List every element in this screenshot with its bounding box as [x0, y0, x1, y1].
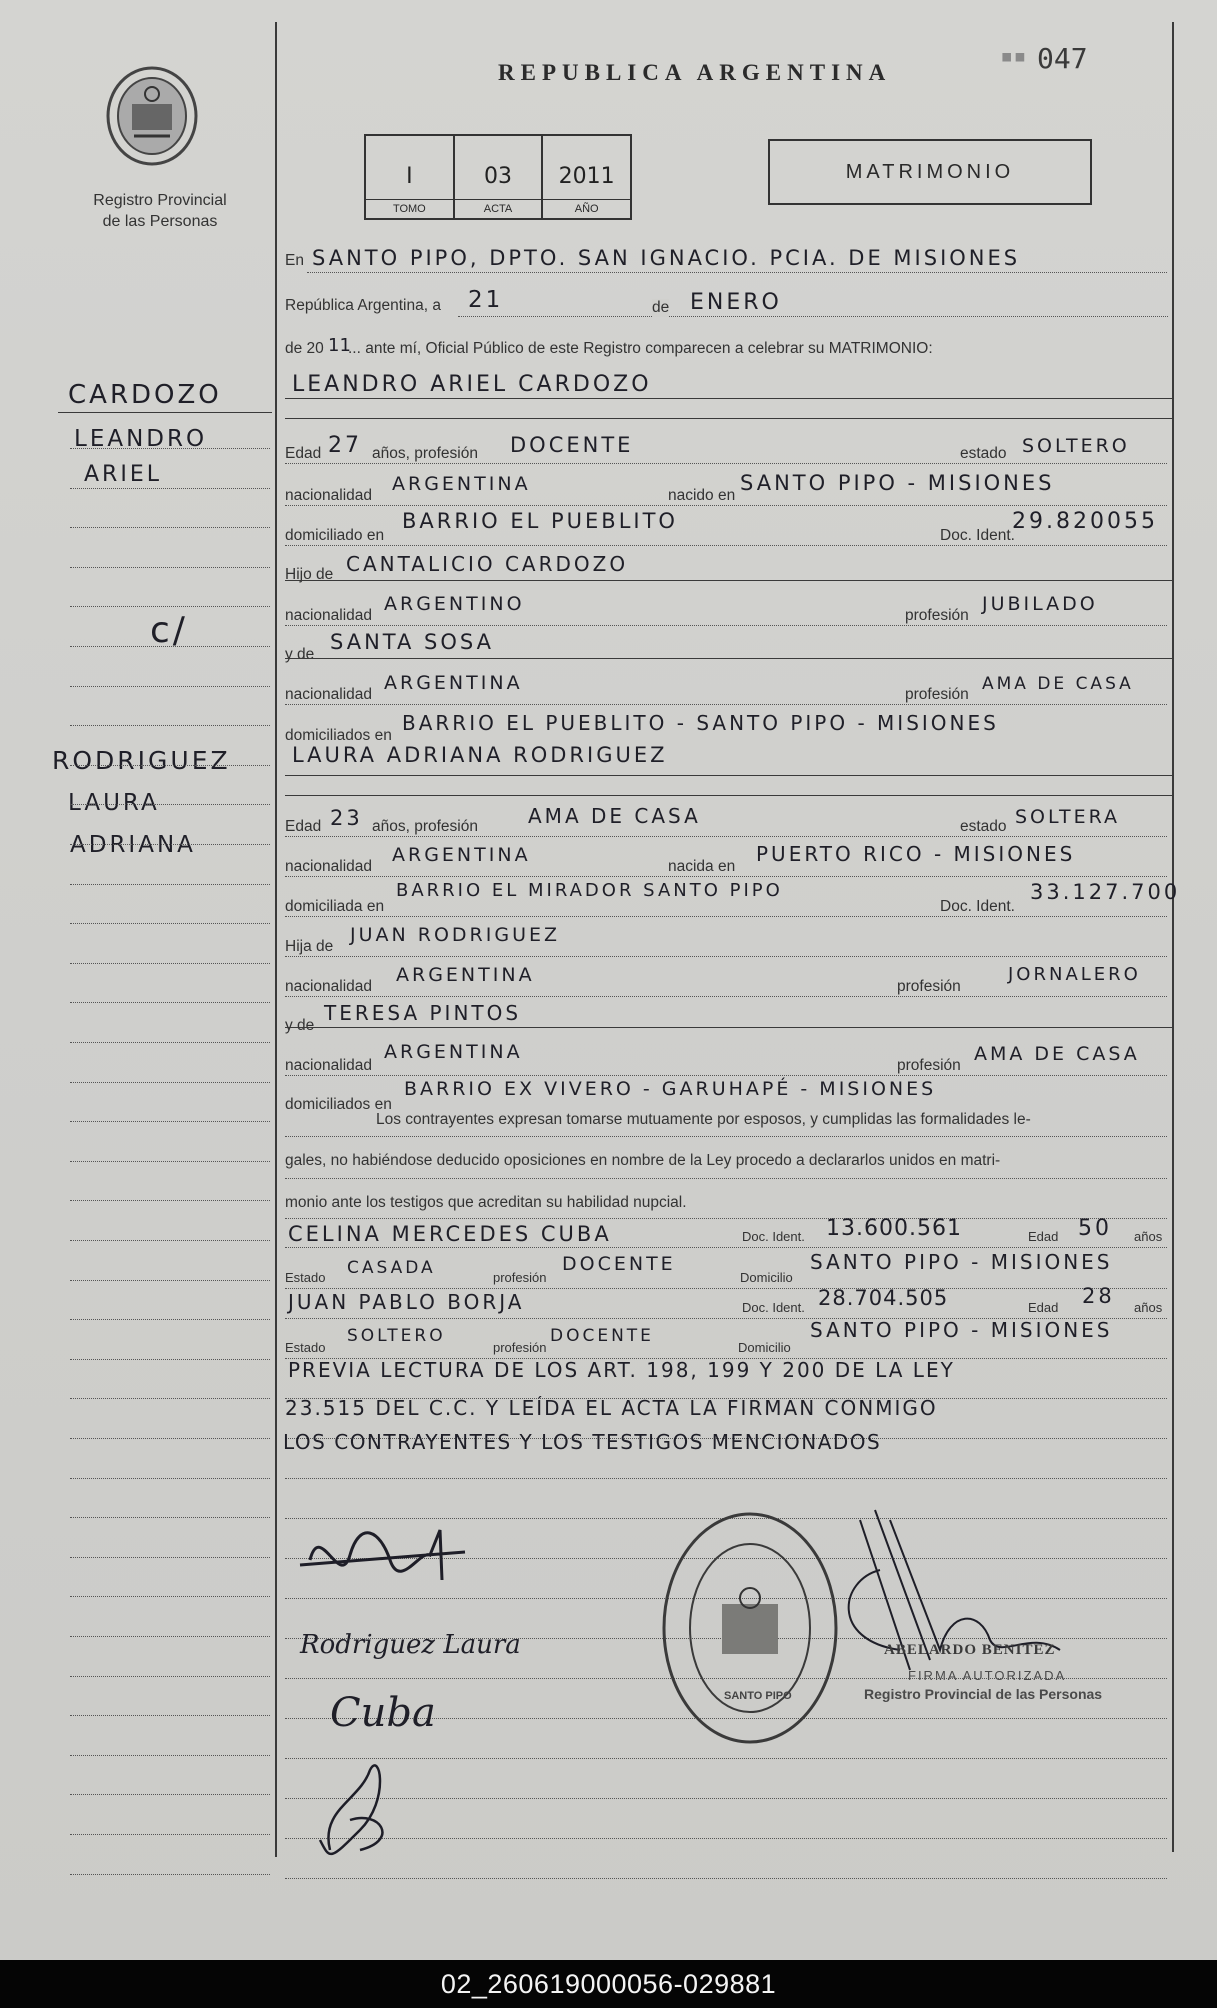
bride-age: 23: [330, 806, 363, 830]
margin-dotline: [70, 1874, 270, 1875]
dotline: [285, 1247, 1167, 1248]
bride-mother-prof: AMA DE CASA: [974, 1043, 1140, 1065]
formalities-text-3: monio ante los testigos que acreditan su habilidad nupcial.: [285, 1194, 687, 1211]
name-rule: [285, 398, 1173, 399]
day-value: 21: [468, 287, 504, 313]
groom-estado: SOLTERO: [1022, 435, 1130, 457]
note-line-1: PREVIA LECTURA DE LOS ART. 198, 199 Y 200 DE LA LEY: [288, 1358, 955, 1382]
name-rule: [285, 795, 1173, 796]
country-title: REPUBLICA ARGENTINA: [498, 60, 892, 85]
margin-divider: [275, 22, 277, 1857]
anos-label: años: [1134, 1229, 1163, 1244]
margin-dotline: [70, 1398, 270, 1399]
margin-dotline: [70, 1161, 270, 1162]
dotline: [285, 916, 1167, 917]
margin-dotline: [70, 804, 270, 805]
doc-label: Doc. Ident.: [940, 898, 1015, 915]
edad-label: Edad: [1028, 1229, 1059, 1244]
officer-org: Registro Provincial de las Personas: [864, 1686, 1103, 1702]
witness1-estado: CASADA: [347, 1258, 436, 1278]
officer-name: ABELARDO BENITEZ: [884, 1642, 1056, 1658]
doc-label: Doc. Ident.: [742, 1300, 805, 1315]
dotline: [285, 704, 1167, 705]
signature-groom: [290, 1500, 480, 1610]
estado-label: estado: [960, 818, 1007, 835]
anos-profesion-label: años, profesión: [372, 818, 478, 835]
witness1-prof: DOCENTE: [562, 1253, 676, 1275]
groom-parents-address: BARRIO EL PUEBLITO - SANTO PIPO - MISIONES: [402, 711, 999, 735]
nacionalidad-label: nacionalidad: [285, 487, 373, 504]
name-rule: [285, 1027, 1173, 1028]
groom-address: BARRIO EL PUEBLITO: [402, 509, 678, 533]
bride-birthplace: PUERTO RICO - MISIONES: [756, 842, 1076, 866]
bride-father: JUAN RODRIGUEZ: [350, 924, 561, 946]
month-value: ENERO: [690, 290, 782, 315]
estado-label: Estado: [285, 1340, 326, 1355]
seal-place: SANTO PIPO: [724, 1690, 792, 1702]
bride-address: BARRIO EL MIRADOR SANTO PIPO: [396, 880, 783, 901]
nacionalidad-label: nacionalidad: [285, 1057, 373, 1074]
tomo-cell: I TOMO: [366, 136, 455, 218]
serial-prefix-faint: ▪▪: [1000, 44, 1027, 69]
groom-mother-prof: AMA DE CASA: [982, 674, 1134, 694]
dotline: [285, 1218, 1167, 1219]
edad-label: Edad: [285, 818, 322, 835]
groom-doc: 29.820055: [1012, 509, 1158, 534]
groom-mother-nac: ARGENTINA: [384, 672, 523, 694]
margin-surname-groom: CARDOZO: [68, 380, 222, 410]
nacionalidad-label: nacionalidad: [285, 978, 373, 995]
witness1-doc: 13.600.561: [826, 1216, 962, 1241]
margin-dotline: [70, 1240, 270, 1241]
margin-dotline: [70, 1121, 270, 1122]
witness2-doc: 28.704.505: [818, 1286, 949, 1310]
dotline: [307, 272, 1167, 273]
groom-birthplace: SANTO PIPO - MISIONES: [740, 471, 1055, 495]
year-suffix: 11: [328, 335, 351, 356]
name-rule: [285, 658, 1173, 659]
intro-text: ... ante mí, Oficial Público de este Registro comparecen a celebrar su MATRIMONIO:: [348, 340, 933, 357]
misiones-coat-of-arms-seal: [104, 66, 200, 166]
prof-label: profesión: [493, 1270, 547, 1285]
profesion-label: profesión: [897, 1057, 961, 1074]
en-label: En: [285, 252, 304, 269]
margin-name-bride-1: LAURA: [68, 790, 160, 816]
bride-father-nac: ARGENTINA: [396, 964, 535, 986]
anos-profesion-label: años, profesión: [372, 445, 478, 462]
margin-dotline: [70, 1755, 270, 1756]
witness2-prof: DOCENTE: [550, 1326, 654, 1346]
margin-dotline: [70, 1596, 270, 1597]
margin-dotline: [70, 1042, 270, 1043]
margin-dotline: [70, 765, 270, 766]
note-line-2: 23.515 DEL C.C. Y LEÍDA EL ACTA LA FIRMAN CONMIGO: [285, 1396, 938, 1420]
dotline: [285, 1075, 1167, 1076]
hija-label: Hija de: [285, 938, 334, 955]
domiciliado-label: domiciliado en: [285, 527, 385, 544]
estado-label: Estado: [285, 1270, 326, 1285]
margin-dotline: [70, 1200, 270, 1201]
serial-number: 047: [1037, 42, 1088, 75]
margin-dotline: [70, 488, 270, 489]
bride-mother: TERESA PINTOS: [324, 1001, 522, 1025]
margin-dotline: [70, 1359, 270, 1360]
nacionalidad-label: nacionalidad: [285, 607, 373, 624]
profesion-label: profesión: [905, 607, 969, 624]
anos-label: años: [1134, 1300, 1163, 1315]
margin-dotline: [70, 646, 270, 647]
witness2-age: 28: [1082, 1284, 1115, 1308]
republic-label: República Argentina, a: [285, 297, 441, 314]
domicilio-label: Domicilio: [738, 1340, 791, 1355]
margin-dotline: [70, 1834, 270, 1835]
dotline: [285, 545, 1167, 546]
groom-father-nac: ARGENTINO: [384, 593, 525, 615]
margin-name-bride-2: ADRIANA: [70, 832, 196, 858]
right-border: [1172, 22, 1174, 1852]
formalities-text-2: gales, no habiéndose deducido oposiciones en nombre de la Ley procedo a declararlos unidos en matri-: [285, 1152, 1001, 1169]
doc-label: Doc. Ident.: [742, 1229, 805, 1244]
margin-dotline: [70, 1082, 270, 1083]
dotline: [285, 876, 1167, 877]
signature-bride: Rodriguez Laura: [300, 1630, 521, 1660]
year-prefix: de 20: [285, 340, 324, 357]
name-rule: [285, 580, 1173, 581]
record-type-box: MATRIMONIO: [768, 139, 1092, 205]
margin-dotline: [70, 1557, 270, 1558]
groom-father: CANTALICIO CARDOZO: [346, 552, 629, 576]
witness2-estado: SOLTERO: [347, 1326, 446, 1346]
yde-label: y de: [285, 646, 315, 663]
witness1-age: 50: [1078, 1216, 1112, 1241]
margin-name-groom-1: LEANDRO: [74, 426, 208, 452]
signature-witness1: Cuba: [330, 1690, 436, 1736]
margin-dotline: [70, 844, 270, 845]
domiciliada-label: domiciliada en: [285, 898, 385, 915]
dotline: [285, 505, 1167, 506]
margin-dotline: [70, 1715, 270, 1716]
margin-dotline: [70, 448, 270, 449]
bride-father-prof: JORNALERO: [1008, 964, 1141, 985]
dotline: [285, 996, 1167, 997]
profesion-label: profesión: [897, 978, 961, 995]
bride-profession: AMA DE CASA: [528, 804, 701, 828]
witness1-name: CELINA MERCEDES CUBA: [288, 1222, 612, 1246]
dotline: [285, 956, 1167, 957]
prof-label: profesión: [493, 1340, 547, 1355]
profesion-label: profesión: [905, 686, 969, 703]
witness2-domicilio: SANTO PIPO - MISIONES: [810, 1318, 1113, 1342]
margin-dotline: [70, 1478, 270, 1479]
dotline: [285, 463, 1167, 464]
dotline: [458, 316, 1168, 317]
margin-rule: [58, 412, 272, 413]
domiciliados-label: domiciliados en: [285, 1096, 392, 1113]
margin-dotline: [70, 1280, 270, 1281]
registry-round-seal: [660, 1508, 840, 1748]
domicilio-label: Domicilio: [740, 1270, 793, 1285]
bride-nacionalidad: ARGENTINA: [392, 844, 531, 866]
name-rule: [285, 418, 1173, 419]
groom-age: 27: [328, 433, 362, 458]
dotline: [285, 836, 1167, 837]
bride-mother-nac: ARGENTINA: [384, 1041, 523, 1063]
margin-dotline: [70, 923, 270, 924]
doc-label: Doc. Ident.: [940, 527, 1015, 544]
edad-label: Edad: [285, 445, 322, 462]
dotline: [285, 1478, 1167, 1479]
bride-estado: SOLTERA: [1015, 806, 1121, 828]
tomo-acta-anio-box: [364, 134, 632, 220]
margin-name-groom-2: ARIEL: [84, 462, 162, 487]
bride-full-name: LAURA ADRIANA RODRIGUEZ: [292, 743, 668, 767]
officer-role: FIRMA AUTORIZADA: [908, 1668, 1067, 1683]
margin-dotline: [70, 1517, 270, 1518]
bride-doc: 33.127.700: [1030, 880, 1181, 904]
margin-dotline: [70, 1319, 270, 1320]
groom-profession: DOCENTE: [510, 433, 634, 457]
name-rule: [285, 775, 1173, 776]
formalities-text-1: Los contrayentes expresan tomarse mutuamente por esposos, y cumplidas las formalidades le-: [376, 1111, 1031, 1128]
de-label: de: [652, 299, 670, 316]
margin-dotline: [70, 606, 270, 607]
margin-dotline: [70, 963, 270, 964]
registry-label: Registro Provincial de las Personas: [93, 192, 227, 230]
dotline: [285, 1136, 1167, 1137]
margin-dotline: [70, 527, 270, 528]
groom-mother: SANTA SOSA: [330, 630, 494, 654]
groom-full-name: LEANDRO ARIEL CARDOZO: [292, 372, 652, 397]
witness2-name: JUAN PABLO BORJA: [288, 1290, 525, 1314]
witness1-domicilio: SANTO PIPO - MISIONES: [810, 1250, 1113, 1274]
nacido-label: nacido en: [668, 487, 736, 504]
nacionalidad-label: nacionalidad: [285, 686, 373, 703]
estado-label: estado: [960, 445, 1007, 462]
acta-cell: 03 ACTA: [455, 136, 544, 218]
groom-father-prof: JUBILADO: [982, 593, 1098, 615]
margin-dotline: [70, 567, 270, 568]
margin-dotline: [70, 725, 270, 726]
margin-dotline: [70, 884, 270, 885]
note-line-3: LOS CONTRAYENTES Y LOS TESTIGOS MENCIONADOS: [283, 1430, 882, 1454]
margin-dotline: [70, 1002, 270, 1003]
margin-dotline: [70, 1794, 270, 1795]
margin-connector: c/: [150, 610, 188, 651]
nacionalidad-label: nacionalidad: [285, 858, 373, 875]
dotline: [285, 625, 1167, 626]
yde-label: y de: [285, 1017, 315, 1034]
bride-parents-address: BARRIO EX VIVERO - GARUHAPÉ - MISIONES: [404, 1078, 937, 1100]
dotline: [285, 1288, 1167, 1289]
dotline: [285, 1178, 1167, 1179]
anio-cell: 2011 AÑO: [543, 136, 630, 218]
margin-dotline: [70, 1676, 270, 1677]
margin-dotline: [70, 686, 270, 687]
hijo-label: Hijo de: [285, 566, 334, 583]
margin-dotline: [70, 1438, 270, 1439]
domiciliados-label: domiciliados en: [285, 727, 392, 744]
place-value: SANTO PIPO, DPTO. SAN IGNACIO. PCIA. DE MISIONES: [312, 246, 1021, 270]
margin-surname-bride: RODRIGUEZ: [52, 746, 231, 775]
margin-dotline: [70, 1636, 270, 1637]
signature-witness2: [300, 1740, 430, 1870]
dotline: [285, 1878, 1167, 1879]
groom-nacionalidad: ARGENTINA: [392, 473, 531, 495]
edad-label: Edad: [1028, 1300, 1059, 1315]
document-code-bar: 02_260619000056-029881: [0, 1960, 1217, 2008]
nacida-label: nacida en: [668, 858, 736, 875]
